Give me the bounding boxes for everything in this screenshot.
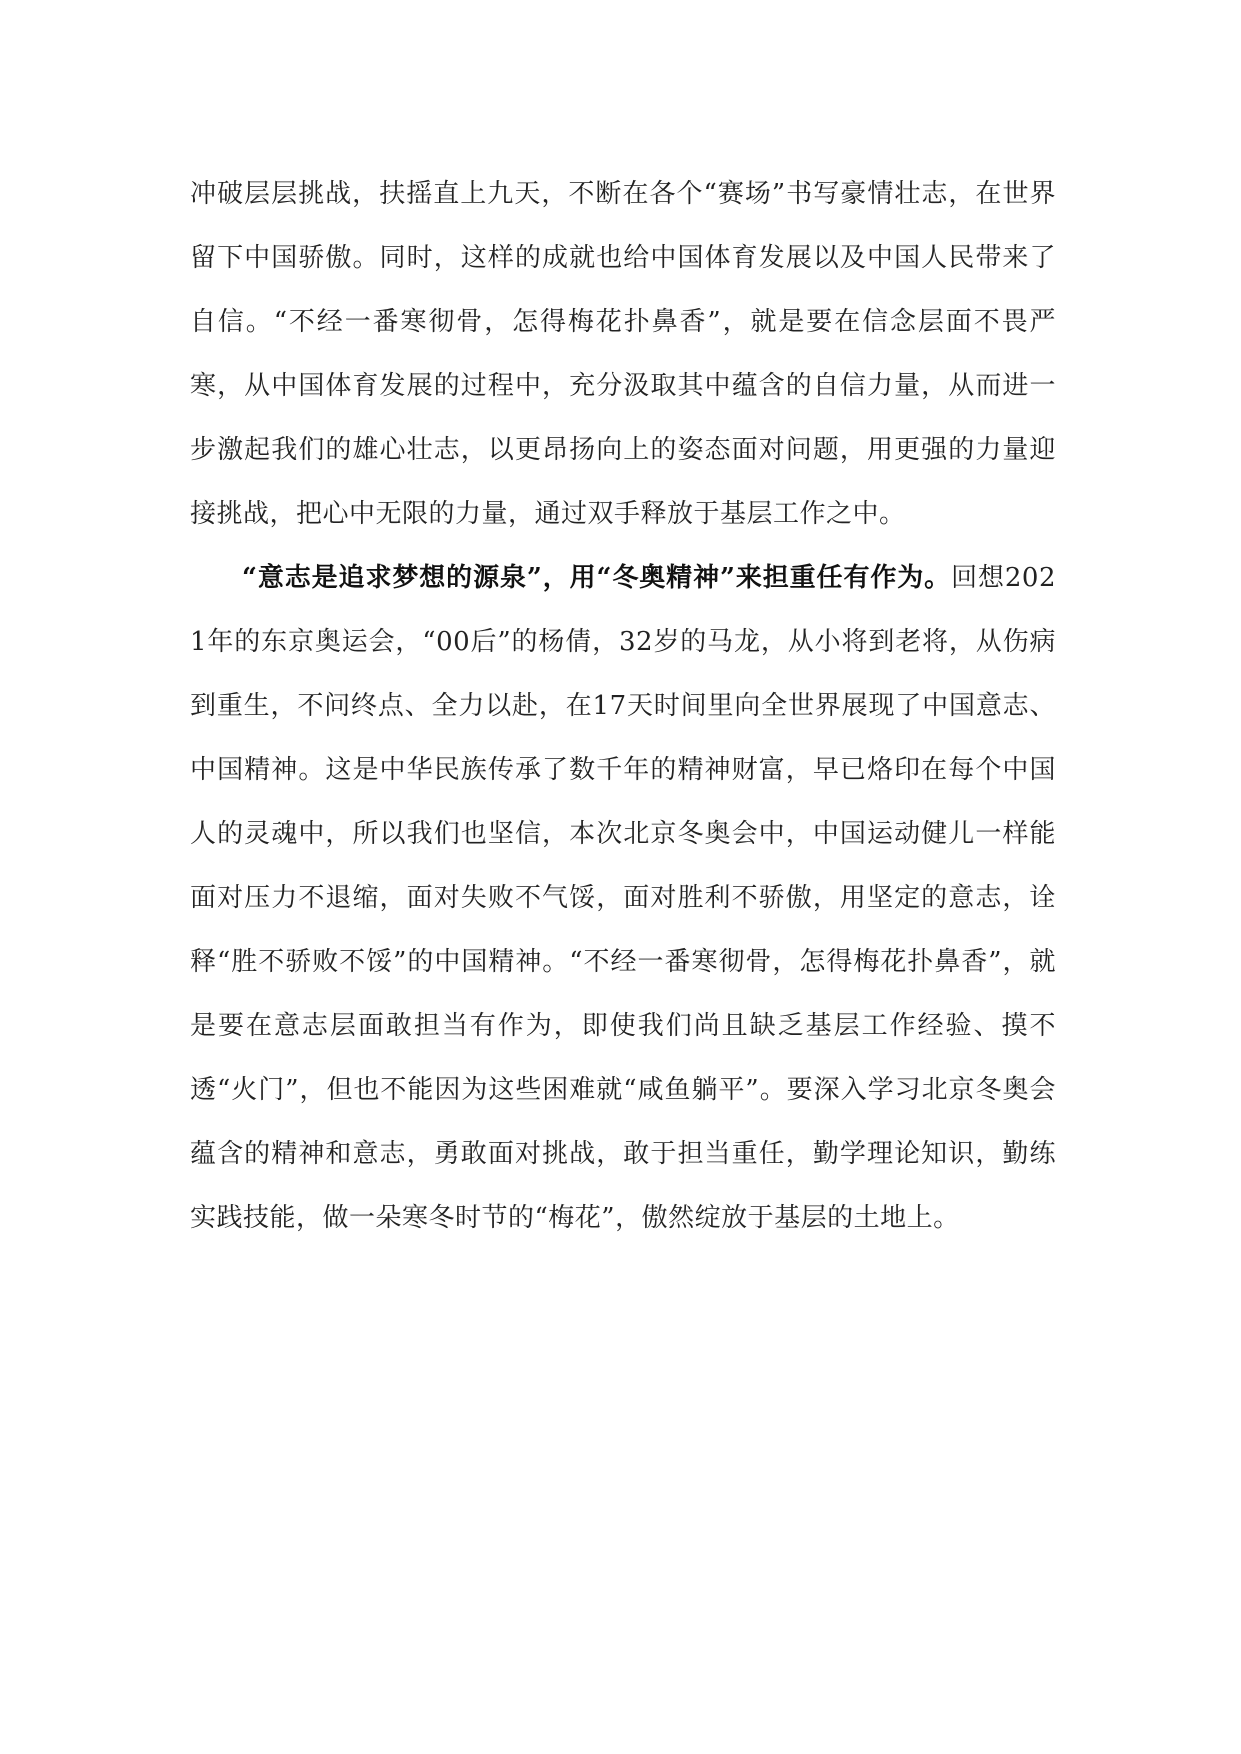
- document-body: [190, 162, 1056, 1250]
- paragraph-text: 回想2021年的东京奥运会，“00后”的杨倩，32岁的马龙，从小将到老将，从伤病到重生，不问终点、全力以赴，在17天时间里向全世界展现了中国意志、中国精神。这是中华民族传承了数千年的精神财富，早已烙印在每个中国人的灵魂中，所以我们也坚信，本次北京冬奥会中，中国运动健儿一样能面对压力不退缩，面对失败不气馁，面对胜利不骄傲，用坚定的意志，诠释“胜不骄败不馁”的中国精神。“不经一番寒彻骨，怎得梅花扑鼻香”，就是要在意志层面敢担当有作为，即使我们尚且缺乏基层工作经验、摸不透“火门”，但也不能因为这些困难就“咸鱼躺平”。要深入学习北京冬奥会蕴含的精神和意志，勇敢面对挑战，敢于担当重任，勤学理论知识，勤练实践技能，做一朵寒冬时节的“梅花”，傲然绽放于基层的土地上。: [190, 563, 1056, 1233]
- paragraph-text: 冲破层层挑战，扶摇直上九天，不断在各个“赛场”书写豪情壮志，在世界留下中国骄傲。同时，这样的成就也给中国体育发展以及中国人民带来了自信。“不经一番寒彻骨，怎得梅花扑鼻香”，就是要在信念层面不畏严寒，从中国体育发展的过程中，充分汲取其中蕴含的自信力量，从而进一步激起我们的雄心壮志，以更昂扬向上的姿态面对问题，用更强的力量迎接挑战，把心中无限的力量，通过双手释放于基层工作之中。: [190, 179, 1056, 529]
- paragraph-lead-heading: “意志是追求梦想的源泉”，用“冬奥精神”来担重任有作为。: [242, 563, 952, 593]
- paragraph-will: [190, 546, 1056, 1250]
- paragraph-continuation: [190, 162, 1056, 546]
